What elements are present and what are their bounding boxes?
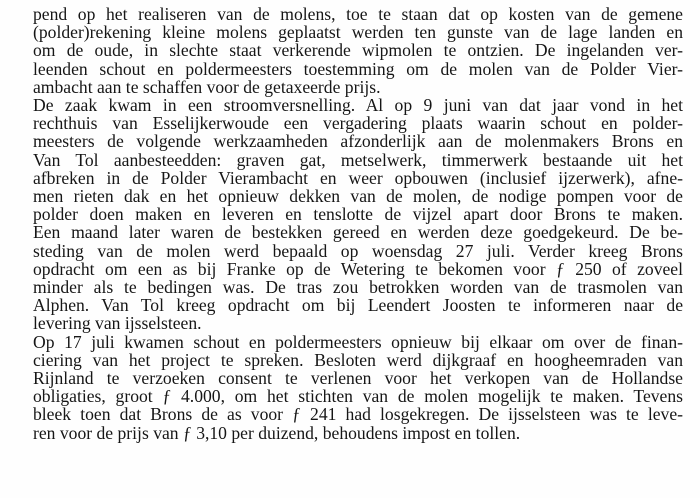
- text-line: De zaak kwam in een stroomversnelling. Al op 9 juni van dat jaar vond in het: [33, 95, 683, 116]
- text-line: ren voor de prijs van ƒ 3,10 per duizend, behoudens impost en tollen.: [33, 422, 521, 443]
- text-line: (polder)rekening kleine molens geplaatst werden ten gunste van de lage landen en: [33, 22, 683, 43]
- text-line: pend op het realiseren van de molens, toe te staan dat op kosten van de gemene: [33, 4, 683, 24]
- text-line: Rijnland te verzoeken consent te verlenen voor het verkopen van de Hollandse: [33, 368, 683, 389]
- text-line: men rieten dak en het opnieuw dekken van de molen, de nodige pompen voor de: [33, 186, 683, 207]
- text-line: levering van ijsselsteen.: [33, 313, 202, 334]
- text-line: polder doen maken en leveren en tenslotte de vijzel apart door Brons te maken.: [33, 204, 683, 225]
- body-text: [33, 5, 683, 442]
- text-line: rechthuis van Esselijkerwoude een vergadering plaats waarin schout en polder-: [33, 113, 683, 134]
- text-line: opdracht om een as bij Franke op de Wetering te bekomen voor ƒ 250 of zoveel: [33, 258, 683, 279]
- text-line: meesters de volgende werkzaamheden afzonderlijk aan de molenmakers Brons en: [33, 131, 683, 152]
- text-line: obligaties, groot ƒ 4.000, om het stichten van de molen mogelijk te maken. Tevens: [33, 386, 683, 407]
- text-line: Van Tol aanbesteedden: graven gat, metselwerk, timmerwerk bestaande uit het: [33, 149, 683, 170]
- text-line: ambacht aan te schaffen voor de getaxeerde prijs.: [33, 76, 381, 97]
- text-line: Een maand later waren de bestekken gereed en werden deze goedgekeurd. De be-: [33, 222, 683, 243]
- text-line: bleek toen dat Brons de as voor ƒ 241 had losgekregen. De ijsselsteen was te leve-: [33, 404, 683, 425]
- text-line: minder als te bedingen was. De tras zou betrokken worden van de trasmolen van: [33, 277, 683, 298]
- text-line: Op 17 juli kwamen schout en poldermeesters opnieuw bij elkaar om over de finan-: [33, 331, 683, 352]
- text-line: afbreken in de Polder Vierambacht en weer opbouwen (inclusief ijzerwerk), afne-: [33, 167, 683, 188]
- text-line: om de oude, in slechte staat verkerende wipmolen te ontzien. De ingelanden ver-: [33, 40, 683, 61]
- text-line: Alphen. Van Tol kreeg opdracht om bij Leendert Joosten te informeren naar de: [33, 295, 683, 316]
- text-line: leenden schout en poldermeesters toestemming om de molen van de Polder Vier-: [33, 58, 683, 79]
- text-line: steding van de molen werd bepaald op woensdag 27 juli. Verder kreeg Brons: [33, 240, 683, 261]
- text-line: ciering van het project te spreken. Besloten werd dijkgraaf en hoogheemraden van: [33, 349, 683, 370]
